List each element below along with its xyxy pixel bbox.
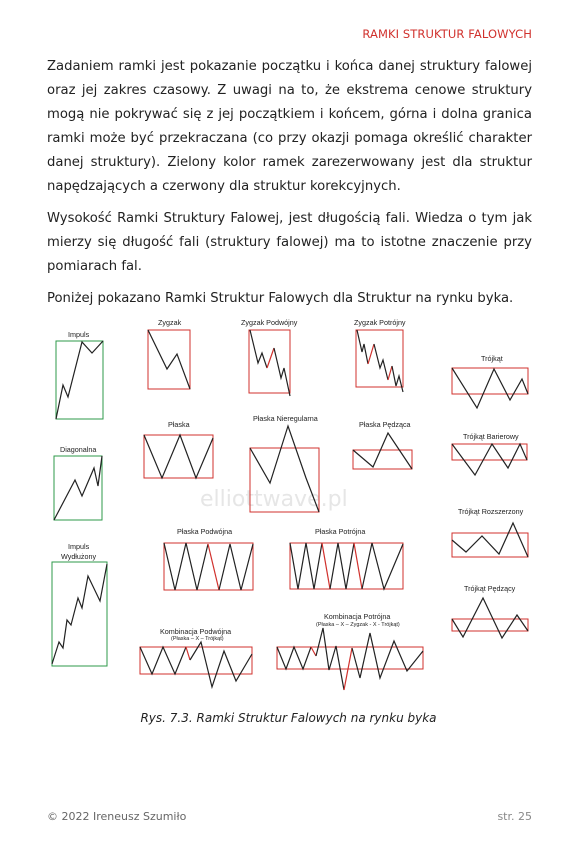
wave-zygzak-potrojny-z [392,366,403,392]
label-kombinacja-podwojna: Kombinacja Podwójna [160,627,232,636]
label-plaska-potrojna: Płaska Potrójna [315,527,366,536]
wave-plaska-potrojna-z [362,543,403,589]
label-trojkat: Trójkąt [481,354,503,363]
wave-plaska [144,435,213,478]
label-impuls-wydluzony-2: Wydłużony [61,552,97,561]
wave-zygzak-potrojny-w [357,330,368,364]
frame-zygzak [148,330,190,389]
frame-plaska [144,435,213,478]
wave-kombinacja-potrojna-z [352,633,423,678]
wave-trojkat [452,368,528,408]
paragraph-2: Wysokość Ramki Struktury Falowej, jest długością fali. Wiedza o tym jak mierzy się długość fali (struktury falowej) ma to istotne znaczenie przy pomiarach fal. [47,211,532,274]
paragraph-1: Zadaniem ramki jest pokazanie początku i końca danej struktury falowej oraz jej zakres czasowy. Z uwagi na to, że ekstrema cenowe struktury mogą nie pokrywać się z jej początkiem i końcem, górna i dolna granica ramki może być przekraczana (co przy okazji pomaga określić charakter danej struktury). Zielony kolor ramek zarezerwowany jest dla struktur napędzających a czerwony dla struktur korekcyjnych. [47,59,532,194]
frame-plaska-pedzaca [353,450,412,469]
wave-zygzak-potrojny-x1 [368,344,374,364]
label-zygzak-potrojny: Zygzak Potrójny [354,318,406,327]
label-zygzak-podwojny: Zygzak Podwójny [241,318,298,327]
label-impuls: Impuls [68,330,90,339]
wave-impuls [56,341,103,419]
wave-kombinacja-potrojna-x1 [311,647,316,656]
label-plaska-nieregularna: Płaska Nieregularna [253,414,318,423]
wave-zygzak-potrojny-y [374,344,388,380]
wave-kombinacja-podwojna-w [140,647,186,674]
wave-impuls-wydluzony [52,564,107,664]
frame-impuls-wydluzony [52,562,107,666]
label-trojkat-rozszerzony: Trójkąt Rozszerzony [458,507,524,516]
label-impuls-wydluzony-1: Impuls [68,542,90,551]
wave-zygzak [148,330,190,389]
frame-trojkat [452,368,528,394]
figure-caption: Rys. 7.3. Ramki Struktur Falowych na rynku byka [140,711,437,725]
wave-kombinacja-podwojna-y [190,642,252,687]
footer-copyright: © 2022 Ireneusz Szumiło [47,810,187,823]
wave-plaska-podwojna-y [219,544,253,590]
page-header: RAMKI STRUKTUR FALOWYCH [362,27,532,41]
label-plaska-pedzaca: Płaska Pędząca [359,420,411,429]
label-kombinacja-potrojna: Kombinacja Potrójna [324,612,391,621]
wave-zygzak-podwojny-y [274,348,290,396]
wave-plaska-pedzaca [353,433,412,469]
wave-plaska-potrojna-y [330,543,354,589]
wave-kombinacja-potrojna-y [316,628,344,690]
wave-structure-frames-figure [40,308,540,703]
body-text [47,55,532,319]
wave-kombinacja-podwojna-x [186,647,190,660]
wave-zygzak-podwojny-x [267,348,274,368]
paragraph-3: Poniżej pokazano Ramki Struktur Falowych dla Struktur na rynku byka. [47,291,514,306]
label-diagonalna: Diagonalna [60,445,97,454]
label-plaska-podwojna: Płaska Podwójna [177,527,233,536]
wave-plaska-podwojna-w [164,543,208,590]
footer-page-number: str. 25 [497,810,532,823]
label-kombinacja-podwojna-sub: (Płaska – X – Trójkąt) [171,636,224,642]
wave-kombinacja-potrojna-w [277,647,311,669]
label-plaska: Płaska [168,420,190,429]
wave-trojkat-rozszerzony [452,523,528,557]
wave-trojkat-pedzacy [452,598,528,638]
wave-plaska-potrojna-w [290,543,322,589]
label-kombinacja-potrojna-sub: (Płaska – X – Zygzak - X - Trójkąt) [316,622,400,628]
wave-zygzak-podwojny-w [250,330,267,368]
figure-watermark: elliottwave.pl [200,487,348,512]
wave-diagonalna [54,456,102,520]
wave-plaska-potrojna-x2 [354,543,362,589]
wave-zygzak-potrojny-x2 [388,366,392,380]
label-trojkat-pedzacy: Trójkąt Pędzący [464,584,516,593]
label-trojkat-barierowy: Trójkąt Barierowy [463,432,519,441]
wave-plaska-potrojna-x1 [322,543,330,589]
label-zygzak: Zygzak [158,318,182,327]
frame-zygzak-potrojny [356,330,403,387]
wave-plaska-podwojna-x [208,544,219,590]
frame-trojkat-pedzacy [452,619,528,631]
